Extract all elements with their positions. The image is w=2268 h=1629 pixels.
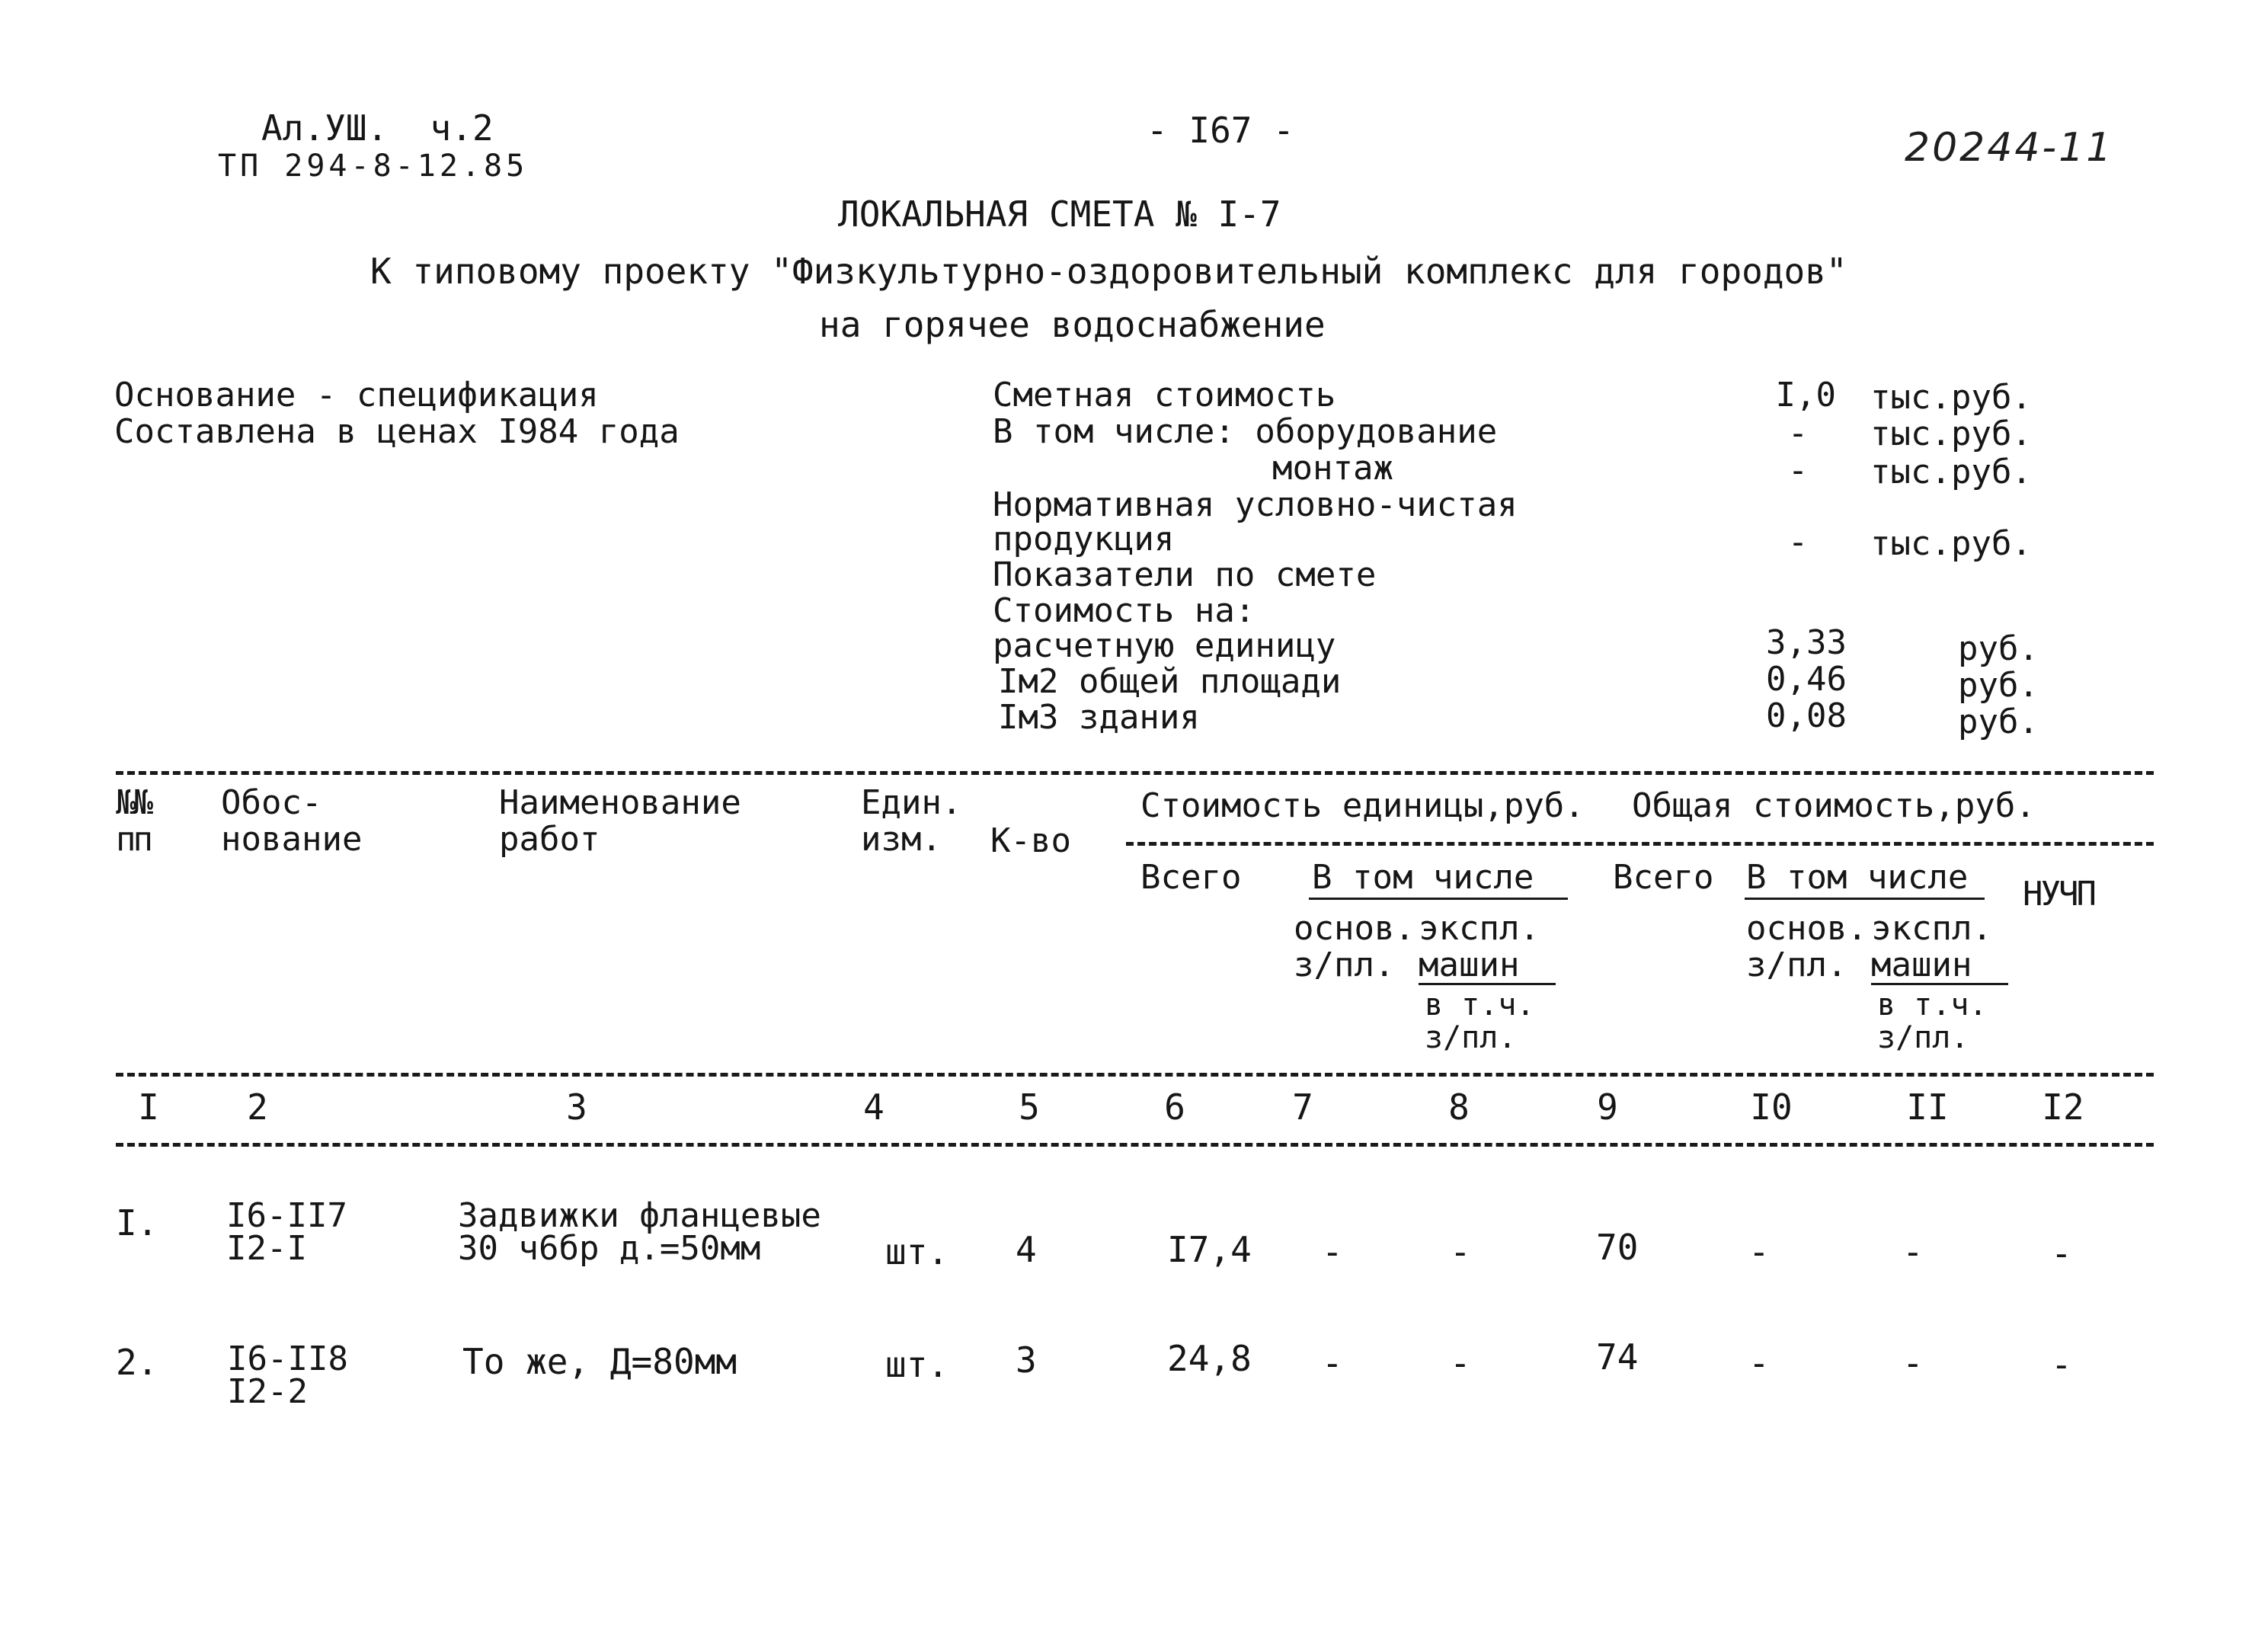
header-bottom-rule [116,1073,2154,1077]
project-title: К типовому проекту "Физкультурно-оздоровительный комплекс для городов" [370,251,1847,292]
column-numbers-rule [116,1143,2154,1147]
per-m2-label: Iм2 общей площади [998,662,1342,701]
row-unit-total: 24,8 [1167,1338,1252,1379]
col-header-total: Всего [1613,858,1714,897]
row-total: 70 [1596,1227,1639,1268]
column-number: 2 [247,1087,268,1128]
row-number: I. [116,1202,158,1243]
subject-title: на горячее водоснабжение [819,304,1326,345]
column-number: 7 [1292,1087,1313,1128]
per-unit-value: 3,33 [1766,623,1847,662]
row-unit: шт. [885,1231,949,1272]
col-header-unit: Един. изм. [861,783,962,859]
per-m3-unit: руб. [1958,702,2039,741]
installation-value: - [1787,451,1809,490]
col-header-basis: Обос- нование [221,783,363,859]
normative-label: Нормативная условно-чистая [993,485,1518,524]
col-header-unit-machines: экспл. машин [1419,909,1540,984]
document-title: ЛОКАЛЬНАЯ СМЕТА № I-7 [838,194,1281,235]
column-number: 4 [863,1087,884,1128]
album-reference: Ал.УШ. ч.2 [261,107,494,149]
installation-unit: тыс.руб. [1870,453,2032,491]
row-unit-machines: - [1450,1231,1471,1272]
indicators-label: Показатели по смете [993,555,1377,594]
row-unit-total: I7,4 [1167,1229,1252,1270]
estimated-cost-value: I,0 [1775,376,1836,414]
column-number: 6 [1164,1087,1185,1128]
col-header-total-cost: Общая стоимость,руб. [1632,786,2036,825]
per-m2-value: 0,46 [1766,660,1847,699]
row-basis: I6-II8 I2-2 [227,1339,348,1412]
column-number: 9 [1597,1087,1618,1128]
equipment-unit: тыс.руб. [1870,414,2032,453]
unit-including-underline [1309,898,1568,900]
col-header-total-including: В том числе [1746,858,1969,897]
estimated-cost-unit: тыс.руб. [1870,378,2032,417]
row-total-base-wage: - [1748,1343,1770,1384]
row-unit: шт. [885,1344,949,1385]
row-total-machines: - [1902,1343,1924,1384]
unit-machines-underline [1419,983,1556,985]
col-header-total-machines-wage: в т.ч. з/пл. [1877,987,1988,1056]
page-number: - I67 - [1147,110,1294,151]
installation-label: монтаж [1272,449,1393,488]
total-including-underline [1745,898,1985,900]
row-quantity: 4 [1016,1229,1037,1270]
col-header-unit-base-wage: основ. з/пл. [1294,909,1415,984]
row-quantity: 3 [1016,1339,1037,1381]
col-header-qty: К-во [990,821,1071,860]
row-work-name: Задвижки фланцевые 30 ч6бр д.=50мм [458,1196,821,1269]
row-number: 2. [116,1342,158,1383]
table-top-rule [116,771,2154,775]
row-work-name: То же, Д=80мм [462,1341,737,1382]
row-total-base-wage: - [1748,1231,1770,1272]
row-unit-base-wage: - [1322,1231,1343,1272]
column-number: I [138,1087,159,1128]
per-m3-label: Iм3 здания [998,698,1200,737]
row-basis: I6-II7 I2-I [226,1196,347,1269]
column-number: I2 [2042,1087,2084,1128]
estimated-cost-label: Сметная стоимость [993,376,1336,414]
basis-line: Основание - спецификация [114,376,599,414]
col-header-total-machines: экспл. машин [1871,909,1992,984]
per-unit-label: расчетную единицу [993,626,1336,665]
row-total-machines: - [1902,1231,1924,1272]
normative-label-cont: продукция [993,520,1175,558]
col-header-nuchp: НУЧП [2023,875,2094,914]
per-m2-unit: руб. [1958,666,2039,705]
per-unit-unit: руб. [1958,629,2039,668]
cost-header-rule [1126,842,2154,846]
col-header-unit-total: Всего [1140,858,1242,897]
column-number: II [1906,1087,1949,1128]
col-header-unit-machines-wage: в т.ч. з/пл. [1425,987,1535,1056]
cost-per-label: Стоимость на: [993,591,1256,630]
row-total: 74 [1596,1336,1639,1378]
col-header-total-base-wage: основ. з/пл. [1746,909,1867,984]
column-number: 3 [566,1087,587,1128]
col-header-unit-including: В том числе [1312,858,1534,897]
col-header-number: №№ пп [116,783,150,859]
column-number: 8 [1448,1087,1470,1128]
col-header-name: Наименование работ [499,783,741,859]
column-number: I0 [1750,1087,1793,1128]
tp-reference: ТП 294-8-12.85 [218,149,529,184]
row-nuchp: - [2051,1344,2072,1385]
total-machines-underline [1871,983,2008,985]
prices-year-line: Составлена в ценах I984 года [114,412,680,451]
per-m3-value: 0,08 [1766,696,1847,735]
row-unit-machines: - [1450,1343,1471,1384]
normative-unit: тыс.руб. [1870,524,2032,563]
column-number: 5 [1019,1087,1040,1128]
equipment-label: В том числе: оборудование [993,412,1498,451]
col-header-unit-cost: Стоимость единицы,руб. [1140,786,1585,825]
row-nuchp: - [2051,1233,2072,1274]
normative-value: - [1787,523,1809,562]
row-unit-base-wage: - [1322,1343,1343,1384]
archive-number: 20244-11 [1905,125,2114,171]
equipment-value: - [1787,414,1809,453]
